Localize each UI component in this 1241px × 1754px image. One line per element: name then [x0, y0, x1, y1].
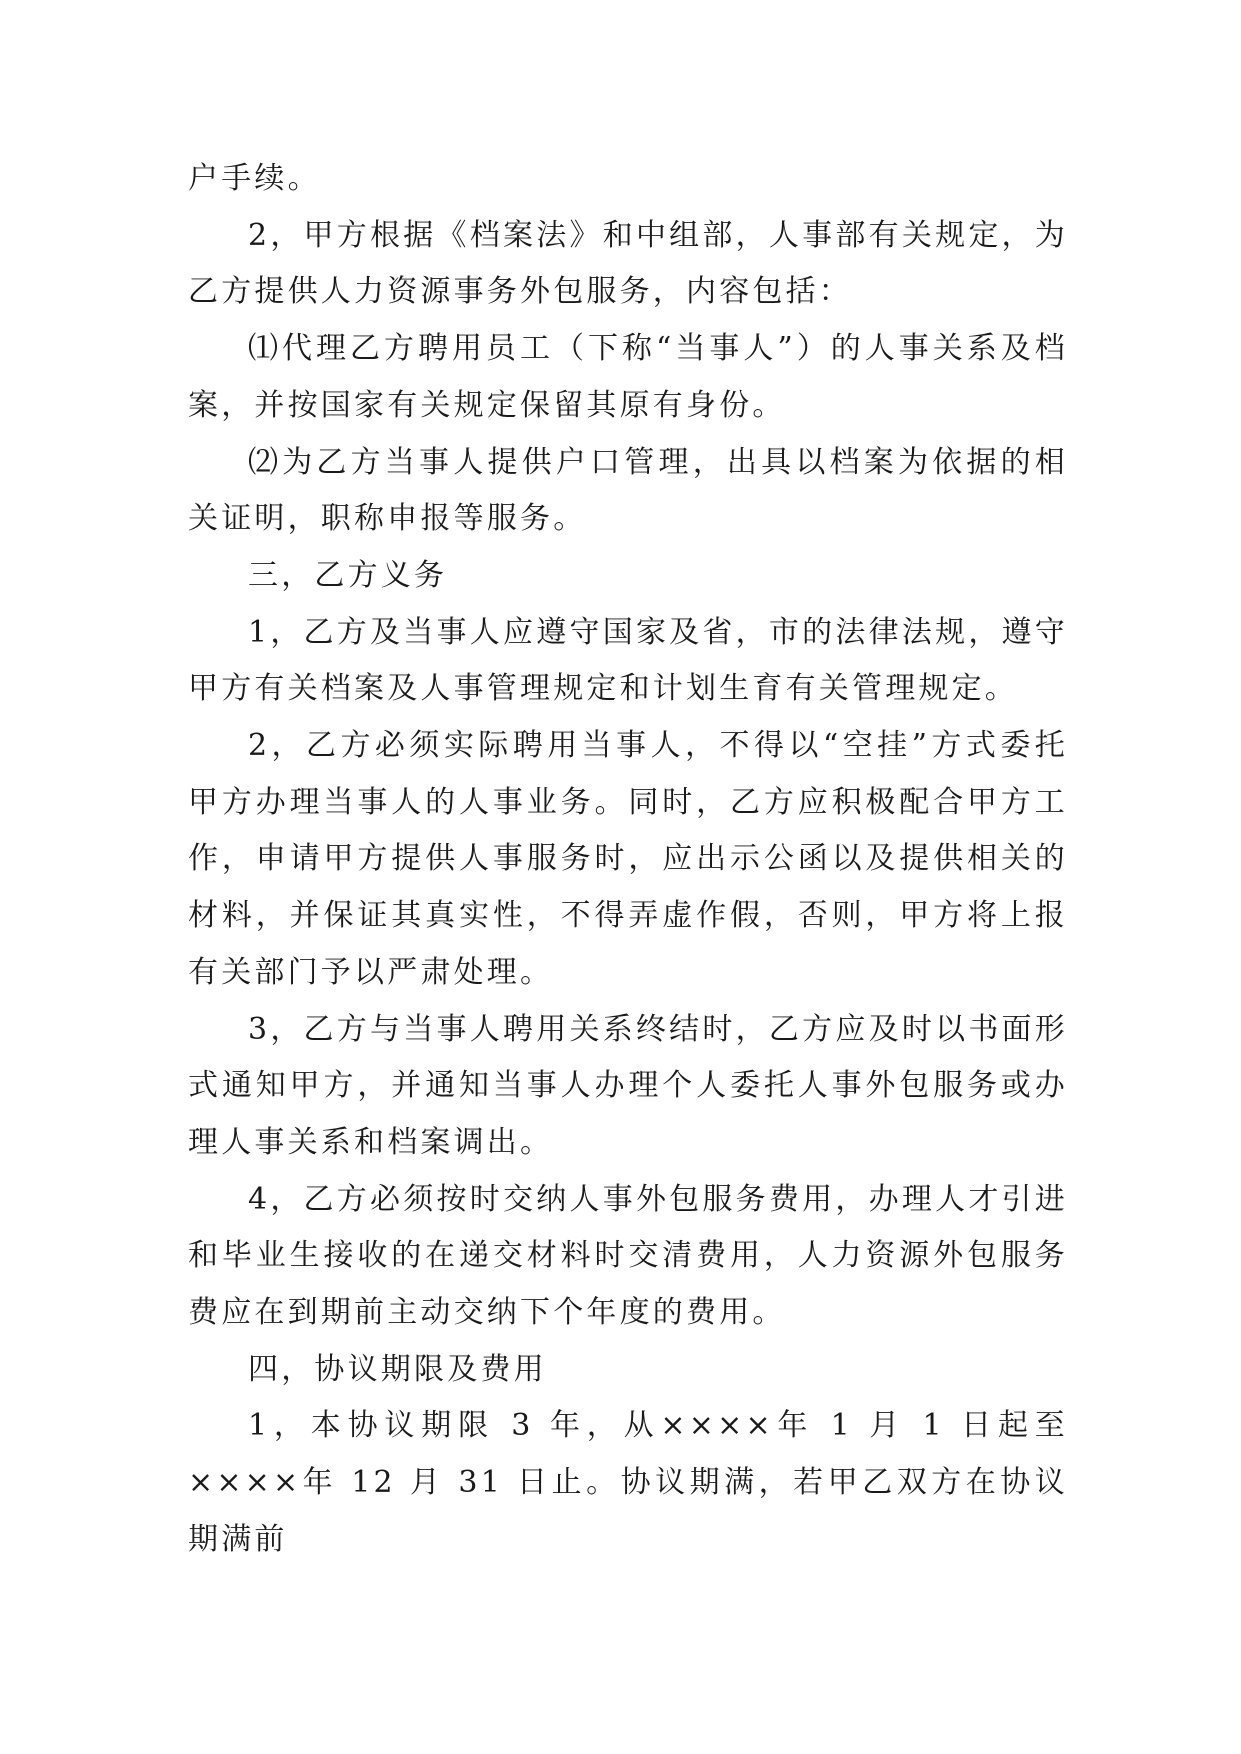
- paragraph-obligation-4: 4，乙方必须按时交纳人事外包服务费用，办理人才引进和毕业生接收的在递交材料时交清费用，人力资源外包服务费应在到期前主动交纳下个年度的费用。: [188, 1181, 1068, 1331]
- paragraph-obligation-1: 1，乙方及当事人应遵守国家及省，市的法律法规，遵守甲方有关档案及人事管理规定和计划生育有关管理规定。: [188, 614, 1068, 707]
- paragraph-obligation-3: 3，乙方与当事人聘用关系终结时，乙方应及时以书面形式通知甲方，并通知当事人办理个人委托人事外包服务或办理人事关系和档案调出。: [188, 1011, 1068, 1160]
- section-heading-term-and-fees: 四，协议期限及费用: [248, 1351, 547, 1387]
- paragraph-continuation: 户手续。: [188, 161, 321, 196]
- paragraph-item-1: ⑴代理乙方聘用员工（下称“当事人”）的人事关系及档案，并按国家有关规定保留其原有身份。: [188, 331, 1068, 423]
- document-body: [188, 151, 1068, 1569]
- section-heading-party-b-obligations: 三，乙方义务: [248, 557, 448, 593]
- paragraph-term-1: 1，本协议期限 3 年，从××××年 1 月 1 日起至××××年 12 月 31 日止。协议期满，若甲乙双方在协议期满前: [188, 1408, 1068, 1557]
- paragraph-item-2: ⑵为乙方当事人提供户口管理，出具以档案为依据的相关证明，职称申报等服务。: [188, 444, 1068, 537]
- paragraph-obligation-2: 2，乙方必须实际聘用当事人，不得以“空挂”方式委托甲方办理当事人的人事业务。同时，乙方应积极配合甲方工作，申请甲方提供人事服务时，应出示公函以及提供相关的材料，并保证其真实性，不得弄虚作假，否则，甲方将上报有关部门予以严肃处理。: [188, 728, 1068, 990]
- paragraph-clause-2: 2，甲方根据《档案法》和中组部，人事部有关规定，为乙方提供人力资源事务外包服务，内容包括：: [188, 217, 1068, 310]
